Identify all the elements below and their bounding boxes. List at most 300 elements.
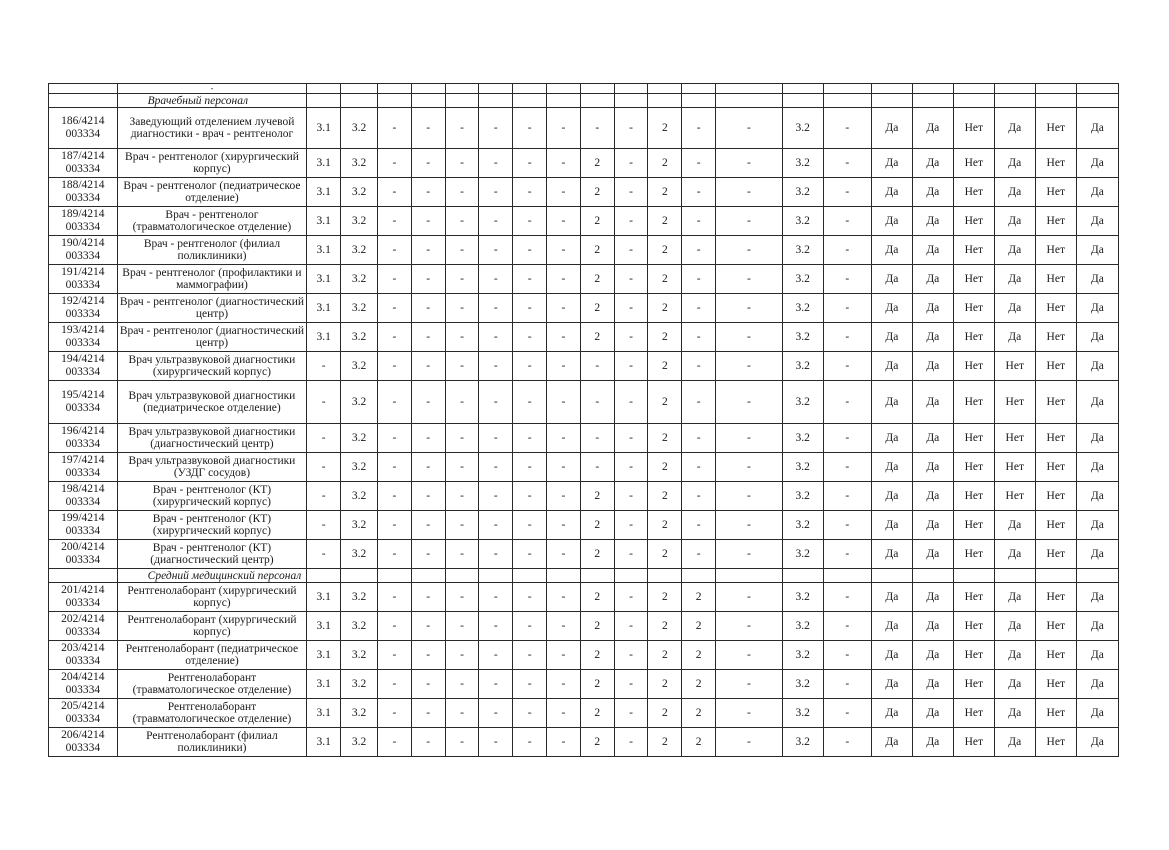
value-cell: Да xyxy=(994,294,1035,323)
value-cell: 3.2 xyxy=(341,670,378,699)
empty-cell xyxy=(580,94,614,108)
value-cell: - xyxy=(513,265,547,294)
value-cell: - xyxy=(377,352,411,381)
value-cell: Нет xyxy=(1035,323,1076,352)
value-cell: - xyxy=(547,641,581,670)
empty-cell xyxy=(682,94,716,108)
value-cell: - xyxy=(716,699,783,728)
value-cell: 2 xyxy=(580,265,614,294)
table-row xyxy=(49,482,1119,511)
value-cell: Да xyxy=(1076,641,1118,670)
value-cell: - xyxy=(716,670,783,699)
value-cell: Да xyxy=(1076,149,1118,178)
value-cell: 3.1 xyxy=(307,612,341,641)
value-cell: - xyxy=(547,583,581,612)
value-cell: - xyxy=(547,612,581,641)
value-cell: - xyxy=(823,265,871,294)
value-cell: Да xyxy=(1076,265,1118,294)
value-cell: - xyxy=(377,583,411,612)
header-cell xyxy=(580,84,614,94)
value-cell: - xyxy=(445,207,479,236)
value-cell: - xyxy=(445,511,479,540)
value-cell: - xyxy=(307,381,341,424)
table-row xyxy=(49,178,1119,207)
value-cell: 3.2 xyxy=(341,178,378,207)
value-cell: - xyxy=(614,641,648,670)
value-cell: - xyxy=(823,381,871,424)
empty-cell xyxy=(49,94,118,108)
value-cell: - xyxy=(445,728,479,757)
value-cell: Нет xyxy=(953,482,994,511)
value-cell: - xyxy=(580,108,614,149)
empty-cell xyxy=(341,569,378,583)
position-code: 196/4214 003334 xyxy=(49,424,118,453)
value-cell: Да xyxy=(871,670,912,699)
value-cell: - xyxy=(445,424,479,453)
value-cell: - xyxy=(411,323,445,352)
section-label: Средний медицинский персонал xyxy=(117,569,307,583)
value-cell: - xyxy=(411,699,445,728)
value-cell: 2 xyxy=(648,149,682,178)
value-cell: Да xyxy=(871,699,912,728)
value-cell: - xyxy=(547,728,581,757)
value-cell: - xyxy=(547,699,581,728)
value-cell: 3.2 xyxy=(341,207,378,236)
table-row xyxy=(49,612,1119,641)
value-cell: - xyxy=(411,149,445,178)
value-cell: - xyxy=(513,352,547,381)
value-cell: Нет xyxy=(1035,381,1076,424)
table-row xyxy=(49,670,1119,699)
value-cell: - xyxy=(411,641,445,670)
value-cell: - xyxy=(479,728,513,757)
value-cell: 2 xyxy=(580,583,614,612)
value-cell: - xyxy=(547,482,581,511)
value-cell: - xyxy=(411,453,445,482)
table-row xyxy=(49,540,1119,569)
position-name: Рентгенолаборант (хирургический корпус) xyxy=(117,583,307,612)
value-cell: Нет xyxy=(1035,294,1076,323)
value-cell: Нет xyxy=(953,670,994,699)
value-cell: - xyxy=(614,207,648,236)
value-cell: Да xyxy=(912,381,953,424)
table-row xyxy=(49,381,1119,424)
value-cell: 2 xyxy=(648,323,682,352)
value-cell: - xyxy=(513,294,547,323)
value-cell: Да xyxy=(871,641,912,670)
value-cell: - xyxy=(547,670,581,699)
value-cell: - xyxy=(445,108,479,149)
position-name: Рентгенолаборант (травматологическое отделение) xyxy=(117,670,307,699)
value-cell: - xyxy=(614,699,648,728)
empty-cell xyxy=(580,569,614,583)
value-cell: 2 xyxy=(648,236,682,265)
position-name: Врач - рентгенолог (диагностический центр) xyxy=(117,323,307,352)
value-cell: Нет xyxy=(1035,612,1076,641)
value-cell: - xyxy=(823,699,871,728)
value-cell: Да xyxy=(1076,482,1118,511)
header-cell xyxy=(479,84,513,94)
value-cell: 2 xyxy=(648,670,682,699)
header-cell xyxy=(1076,84,1118,94)
value-cell: 3.1 xyxy=(307,670,341,699)
table-row xyxy=(49,511,1119,540)
value-cell: 3.1 xyxy=(307,583,341,612)
position-name: Врач - рентгенолог (профилактики и маммографии) xyxy=(117,265,307,294)
position-name: Врач - рентгенолог (травматологическое отделение) xyxy=(117,207,307,236)
value-cell: 2 xyxy=(580,207,614,236)
value-cell: - xyxy=(513,207,547,236)
value-cell: - xyxy=(513,511,547,540)
value-cell: Да xyxy=(994,641,1035,670)
value-cell: - xyxy=(547,294,581,323)
value-cell: - xyxy=(479,323,513,352)
value-cell: - xyxy=(377,265,411,294)
value-cell: 2 xyxy=(580,670,614,699)
value-cell: 3.2 xyxy=(782,294,823,323)
table-body xyxy=(49,84,1119,757)
value-cell: 2 xyxy=(682,641,716,670)
value-cell: Нет xyxy=(953,424,994,453)
value-cell: - xyxy=(823,294,871,323)
empty-cell xyxy=(411,94,445,108)
value-cell: Да xyxy=(912,540,953,569)
value-cell: - xyxy=(513,323,547,352)
value-cell: Нет xyxy=(953,612,994,641)
value-cell: - xyxy=(479,178,513,207)
table-row xyxy=(49,265,1119,294)
value-cell: 3.2 xyxy=(341,641,378,670)
value-cell: Да xyxy=(1076,453,1118,482)
value-cell: - xyxy=(411,352,445,381)
value-cell: 2 xyxy=(648,265,682,294)
value-cell: - xyxy=(682,149,716,178)
value-cell: 2 xyxy=(648,424,682,453)
value-cell: - xyxy=(716,265,783,294)
empty-cell xyxy=(994,94,1035,108)
value-cell: - xyxy=(307,511,341,540)
value-cell: - xyxy=(547,149,581,178)
value-cell: 2 xyxy=(580,482,614,511)
value-cell: 2 xyxy=(580,728,614,757)
header-cell xyxy=(614,84,648,94)
value-cell: Нет xyxy=(1035,540,1076,569)
value-cell: - xyxy=(823,641,871,670)
value-cell: 3.2 xyxy=(341,728,378,757)
table-row xyxy=(49,294,1119,323)
value-cell: - xyxy=(614,108,648,149)
value-cell: - xyxy=(479,670,513,699)
value-cell: - xyxy=(716,381,783,424)
value-cell: 2 xyxy=(580,699,614,728)
value-cell: Нет xyxy=(953,381,994,424)
value-cell: Да xyxy=(994,236,1035,265)
position-code: 190/4214 003334 xyxy=(49,236,118,265)
header-remnant-row xyxy=(49,84,1119,94)
value-cell: Нет xyxy=(1035,149,1076,178)
header-cell xyxy=(513,84,547,94)
value-cell: Да xyxy=(994,699,1035,728)
value-cell: Да xyxy=(912,424,953,453)
value-cell: 3.2 xyxy=(341,699,378,728)
value-cell: - xyxy=(682,540,716,569)
value-cell: - xyxy=(411,511,445,540)
value-cell: Да xyxy=(912,670,953,699)
position-code: 189/4214 003334 xyxy=(49,207,118,236)
value-cell: - xyxy=(682,207,716,236)
value-cell: Да xyxy=(912,207,953,236)
value-cell: Да xyxy=(912,612,953,641)
value-cell: - xyxy=(823,207,871,236)
value-cell: Да xyxy=(912,108,953,149)
value-cell: 2 xyxy=(682,699,716,728)
empty-cell xyxy=(912,569,953,583)
value-cell: - xyxy=(682,424,716,453)
value-cell: 3.2 xyxy=(782,699,823,728)
value-cell: 3.1 xyxy=(307,178,341,207)
value-cell: - xyxy=(614,424,648,453)
section-row xyxy=(49,94,1119,108)
value-cell: Да xyxy=(871,424,912,453)
empty-cell xyxy=(994,569,1035,583)
value-cell: Да xyxy=(1076,381,1118,424)
header-cell xyxy=(49,84,118,94)
position-code: 186/4214 003334 xyxy=(49,108,118,149)
empty-cell xyxy=(912,94,953,108)
value-cell: - xyxy=(377,323,411,352)
value-cell: 3.2 xyxy=(341,583,378,612)
value-cell: 3.2 xyxy=(782,482,823,511)
value-cell: 3.2 xyxy=(341,612,378,641)
value-cell: - xyxy=(513,699,547,728)
value-cell: 3.1 xyxy=(307,236,341,265)
empty-cell xyxy=(1035,94,1076,108)
value-cell: - xyxy=(716,424,783,453)
value-cell: Да xyxy=(871,236,912,265)
value-cell: 2 xyxy=(648,381,682,424)
position-name: Рентгенолаборант (филиал поликлиники) xyxy=(117,728,307,757)
value-cell: - xyxy=(479,540,513,569)
value-cell: Нет xyxy=(953,149,994,178)
value-cell: Нет xyxy=(953,540,994,569)
value-cell: - xyxy=(479,612,513,641)
value-cell: Нет xyxy=(1035,641,1076,670)
position-code: 205/4214 003334 xyxy=(49,699,118,728)
value-cell: - xyxy=(445,641,479,670)
value-cell: 2 xyxy=(648,540,682,569)
value-cell: Да xyxy=(1076,728,1118,757)
value-cell: - xyxy=(823,482,871,511)
value-cell: - xyxy=(716,207,783,236)
value-cell: 2 xyxy=(580,323,614,352)
value-cell: - xyxy=(513,178,547,207)
position-name: Врач - рентгенолог (хирургический корпус) xyxy=(117,149,307,178)
value-cell: 2 xyxy=(580,612,614,641)
empty-cell xyxy=(479,569,513,583)
value-cell: - xyxy=(614,294,648,323)
empty-cell xyxy=(307,94,341,108)
value-cell: - xyxy=(614,540,648,569)
value-cell: Да xyxy=(912,453,953,482)
value-cell: Нет xyxy=(953,453,994,482)
value-cell: - xyxy=(823,352,871,381)
value-cell: - xyxy=(716,323,783,352)
value-cell: Да xyxy=(994,178,1035,207)
value-cell: - xyxy=(716,352,783,381)
value-cell: 2 xyxy=(580,511,614,540)
value-cell: - xyxy=(614,149,648,178)
value-cell: 2 xyxy=(648,352,682,381)
position-code: 201/4214 003334 xyxy=(49,583,118,612)
value-cell: 2 xyxy=(648,178,682,207)
position-name: Рентгенолаборант (травматологическое отделение) xyxy=(117,699,307,728)
value-cell: - xyxy=(716,294,783,323)
value-cell: 3.2 xyxy=(782,453,823,482)
value-cell: - xyxy=(580,352,614,381)
value-cell: Да xyxy=(994,265,1035,294)
value-cell: 3.2 xyxy=(341,424,378,453)
value-cell: - xyxy=(513,612,547,641)
value-cell: Нет xyxy=(994,352,1035,381)
value-cell: Нет xyxy=(953,323,994,352)
value-cell: - xyxy=(377,294,411,323)
value-cell: Да xyxy=(871,453,912,482)
value-cell: Да xyxy=(994,540,1035,569)
value-cell: - xyxy=(513,424,547,453)
value-cell: - xyxy=(547,323,581,352)
empty-cell xyxy=(49,569,118,583)
value-cell: Нет xyxy=(953,511,994,540)
table-row xyxy=(49,583,1119,612)
value-cell: 2 xyxy=(648,612,682,641)
value-cell: - xyxy=(411,583,445,612)
table-row xyxy=(49,207,1119,236)
table-row xyxy=(49,699,1119,728)
value-cell: 2 xyxy=(580,294,614,323)
value-cell: Да xyxy=(994,670,1035,699)
value-cell: Нет xyxy=(1035,207,1076,236)
value-cell: Да xyxy=(871,352,912,381)
value-cell: - xyxy=(716,641,783,670)
value-cell: - xyxy=(411,265,445,294)
value-cell: 3.2 xyxy=(782,352,823,381)
value-cell: - xyxy=(513,540,547,569)
header-cell xyxy=(411,84,445,94)
value-cell: Да xyxy=(1076,612,1118,641)
value-cell: Да xyxy=(912,178,953,207)
value-cell: - xyxy=(716,612,783,641)
value-cell: - xyxy=(377,149,411,178)
value-cell: - xyxy=(823,424,871,453)
value-cell: - xyxy=(823,540,871,569)
value-cell: Да xyxy=(912,149,953,178)
value-cell: 2 xyxy=(682,583,716,612)
value-cell: - xyxy=(411,424,445,453)
position-code: 198/4214 003334 xyxy=(49,482,118,511)
value-cell: - xyxy=(513,728,547,757)
position-code: 191/4214 003334 xyxy=(49,265,118,294)
value-cell: Да xyxy=(1076,699,1118,728)
value-cell: Да xyxy=(994,108,1035,149)
value-cell: - xyxy=(479,352,513,381)
position-code: 204/4214 003334 xyxy=(49,670,118,699)
value-cell: Да xyxy=(912,511,953,540)
value-cell: - xyxy=(377,728,411,757)
value-cell: - xyxy=(614,612,648,641)
header-cell xyxy=(953,84,994,94)
empty-cell xyxy=(377,569,411,583)
value-cell: - xyxy=(682,511,716,540)
value-cell: - xyxy=(411,381,445,424)
value-cell: - xyxy=(547,236,581,265)
value-cell: - xyxy=(377,207,411,236)
value-cell: - xyxy=(682,453,716,482)
value-cell: Да xyxy=(1076,108,1118,149)
value-cell: - xyxy=(411,207,445,236)
value-cell: - xyxy=(716,108,783,149)
empty-cell xyxy=(445,569,479,583)
value-cell: - xyxy=(614,583,648,612)
value-cell: 3.2 xyxy=(782,728,823,757)
value-cell: Нет xyxy=(953,583,994,612)
position-code: 188/4214 003334 xyxy=(49,178,118,207)
value-cell: Нет xyxy=(1035,236,1076,265)
value-cell: 3.1 xyxy=(307,641,341,670)
value-cell: - xyxy=(445,583,479,612)
header-cell xyxy=(682,84,716,94)
header-cell xyxy=(871,84,912,94)
value-cell: Да xyxy=(871,178,912,207)
empty-cell xyxy=(513,94,547,108)
empty-cell xyxy=(411,569,445,583)
value-cell: - xyxy=(716,540,783,569)
value-cell: - xyxy=(823,511,871,540)
table-row xyxy=(49,323,1119,352)
value-cell: Да xyxy=(1076,540,1118,569)
value-cell: - xyxy=(823,453,871,482)
value-cell: - xyxy=(377,178,411,207)
value-cell: Да xyxy=(912,352,953,381)
value-cell: - xyxy=(377,236,411,265)
value-cell: - xyxy=(445,612,479,641)
empty-cell xyxy=(782,94,823,108)
assessment-table xyxy=(48,83,1119,757)
value-cell: - xyxy=(547,352,581,381)
header-cell xyxy=(994,84,1035,94)
value-cell: - xyxy=(682,108,716,149)
value-cell: - xyxy=(614,482,648,511)
value-cell: Нет xyxy=(1035,728,1076,757)
value-cell: Да xyxy=(871,323,912,352)
position-code: 197/4214 003334 xyxy=(49,453,118,482)
value-cell: - xyxy=(823,236,871,265)
value-cell: - xyxy=(377,540,411,569)
section-label: Врачебный персонал xyxy=(117,94,307,108)
empty-cell xyxy=(614,94,648,108)
value-cell: - xyxy=(479,424,513,453)
empty-cell xyxy=(953,569,994,583)
value-cell: Да xyxy=(1076,323,1118,352)
value-cell: - xyxy=(445,540,479,569)
header-cell xyxy=(547,84,581,94)
value-cell: Да xyxy=(1076,670,1118,699)
value-cell: 3.2 xyxy=(782,108,823,149)
header-cell xyxy=(445,84,479,94)
value-cell: - xyxy=(411,236,445,265)
position-code: 187/4214 003334 xyxy=(49,149,118,178)
value-cell: - xyxy=(614,670,648,699)
value-cell: Нет xyxy=(953,236,994,265)
